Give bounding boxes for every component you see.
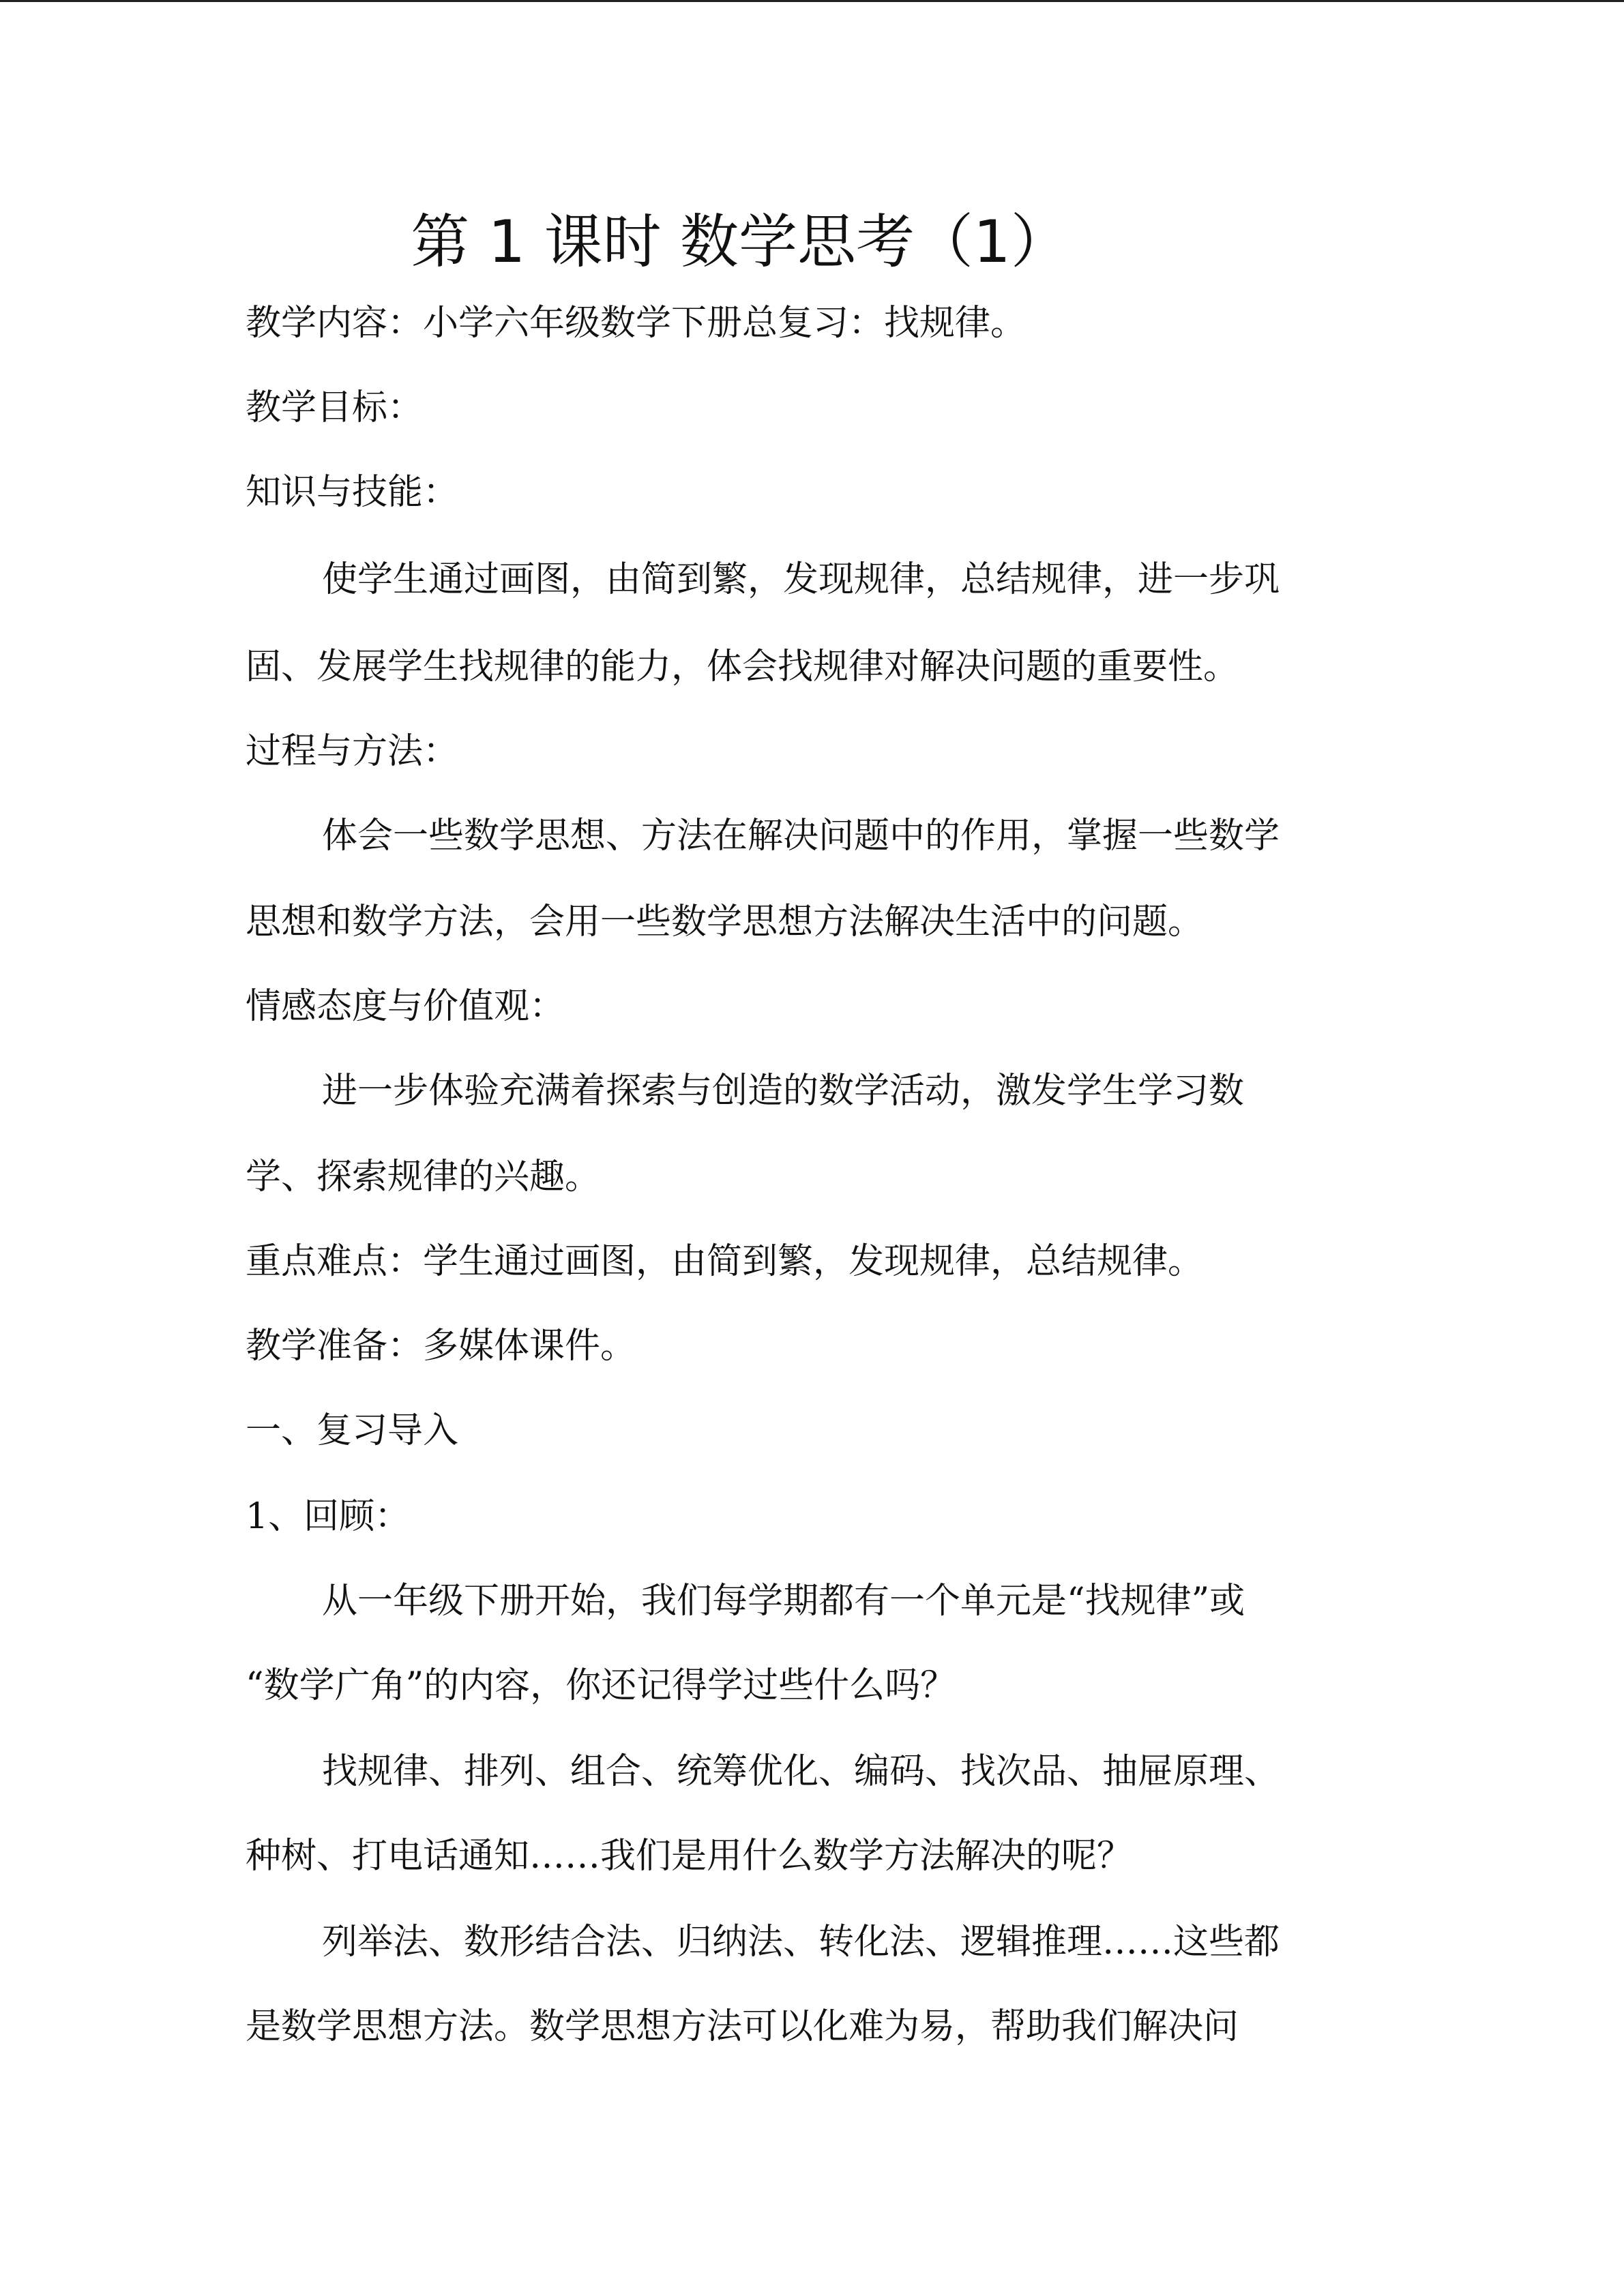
paragraph-line: 是数学思想方法。数学思想方法可以化难为易，帮助我们解决问: [246, 2006, 1239, 2047]
paragraph-line: 学、探索规律的兴趣。: [246, 1157, 601, 1197]
emotion-values-heading: 情感态度与价值观：: [246, 986, 565, 1027]
knowledge-skills-heading: 知识与技能：: [246, 472, 459, 513]
paragraph-line: 固、发展学生找规律的能力，体会找规律对解决问题的重要性。: [246, 646, 1239, 687]
paragraph-line: 从一年级下册开始，我们每学期都有一个单元是“找规律”或: [322, 1581, 1245, 1622]
paragraph-line: 思想和数学方法，会用一些数学思想方法解决生活中的问题。: [246, 901, 1204, 942]
paragraph-line: 使学生通过画图，由简到繁，发现规律，总结规律，进一步巩: [322, 559, 1280, 600]
teaching-content-line: 教学内容：小学六年级数学下册总复习：找规律。: [246, 303, 1027, 344]
paragraph-line: 找规律、排列、组合、统筹优化、编码、找次品、抽屉原理、: [322, 1751, 1280, 1792]
paragraph-line: “数学广角”的内容，你还记得学过些什么吗？: [246, 1665, 956, 1706]
key-difficulties-line: 重点难点：学生通过画图，由简到繁，发现规律，总结规律。: [246, 1241, 1204, 1282]
section-heading-review: 一、复习导入: [246, 1410, 459, 1451]
subsection-heading-recall: 1、回顾：: [246, 1496, 411, 1537]
process-methods-heading: 过程与方法：: [246, 731, 459, 772]
teaching-preparation-line: 教学准备：多媒体课件。: [246, 1326, 636, 1367]
lesson-title: 第 1 课时 数学思考（1）: [411, 208, 1069, 276]
paragraph-line: 种树、打电话通知……我们是用什么数学方法解决的呢？: [246, 1836, 1133, 1877]
paragraph-line: 进一步体验充满着探索与创造的数学活动，激发学生学习数: [322, 1071, 1245, 1112]
paragraph-line: 列举法、数形结合法、归纳法、转化法、逻辑推理……这些都: [322, 1922, 1280, 1963]
paragraph-line: 体会一些数学思想、方法在解决问题中的作用，掌握一些数学: [322, 816, 1280, 856]
teaching-goals-heading: 教学目标：: [246, 387, 424, 428]
